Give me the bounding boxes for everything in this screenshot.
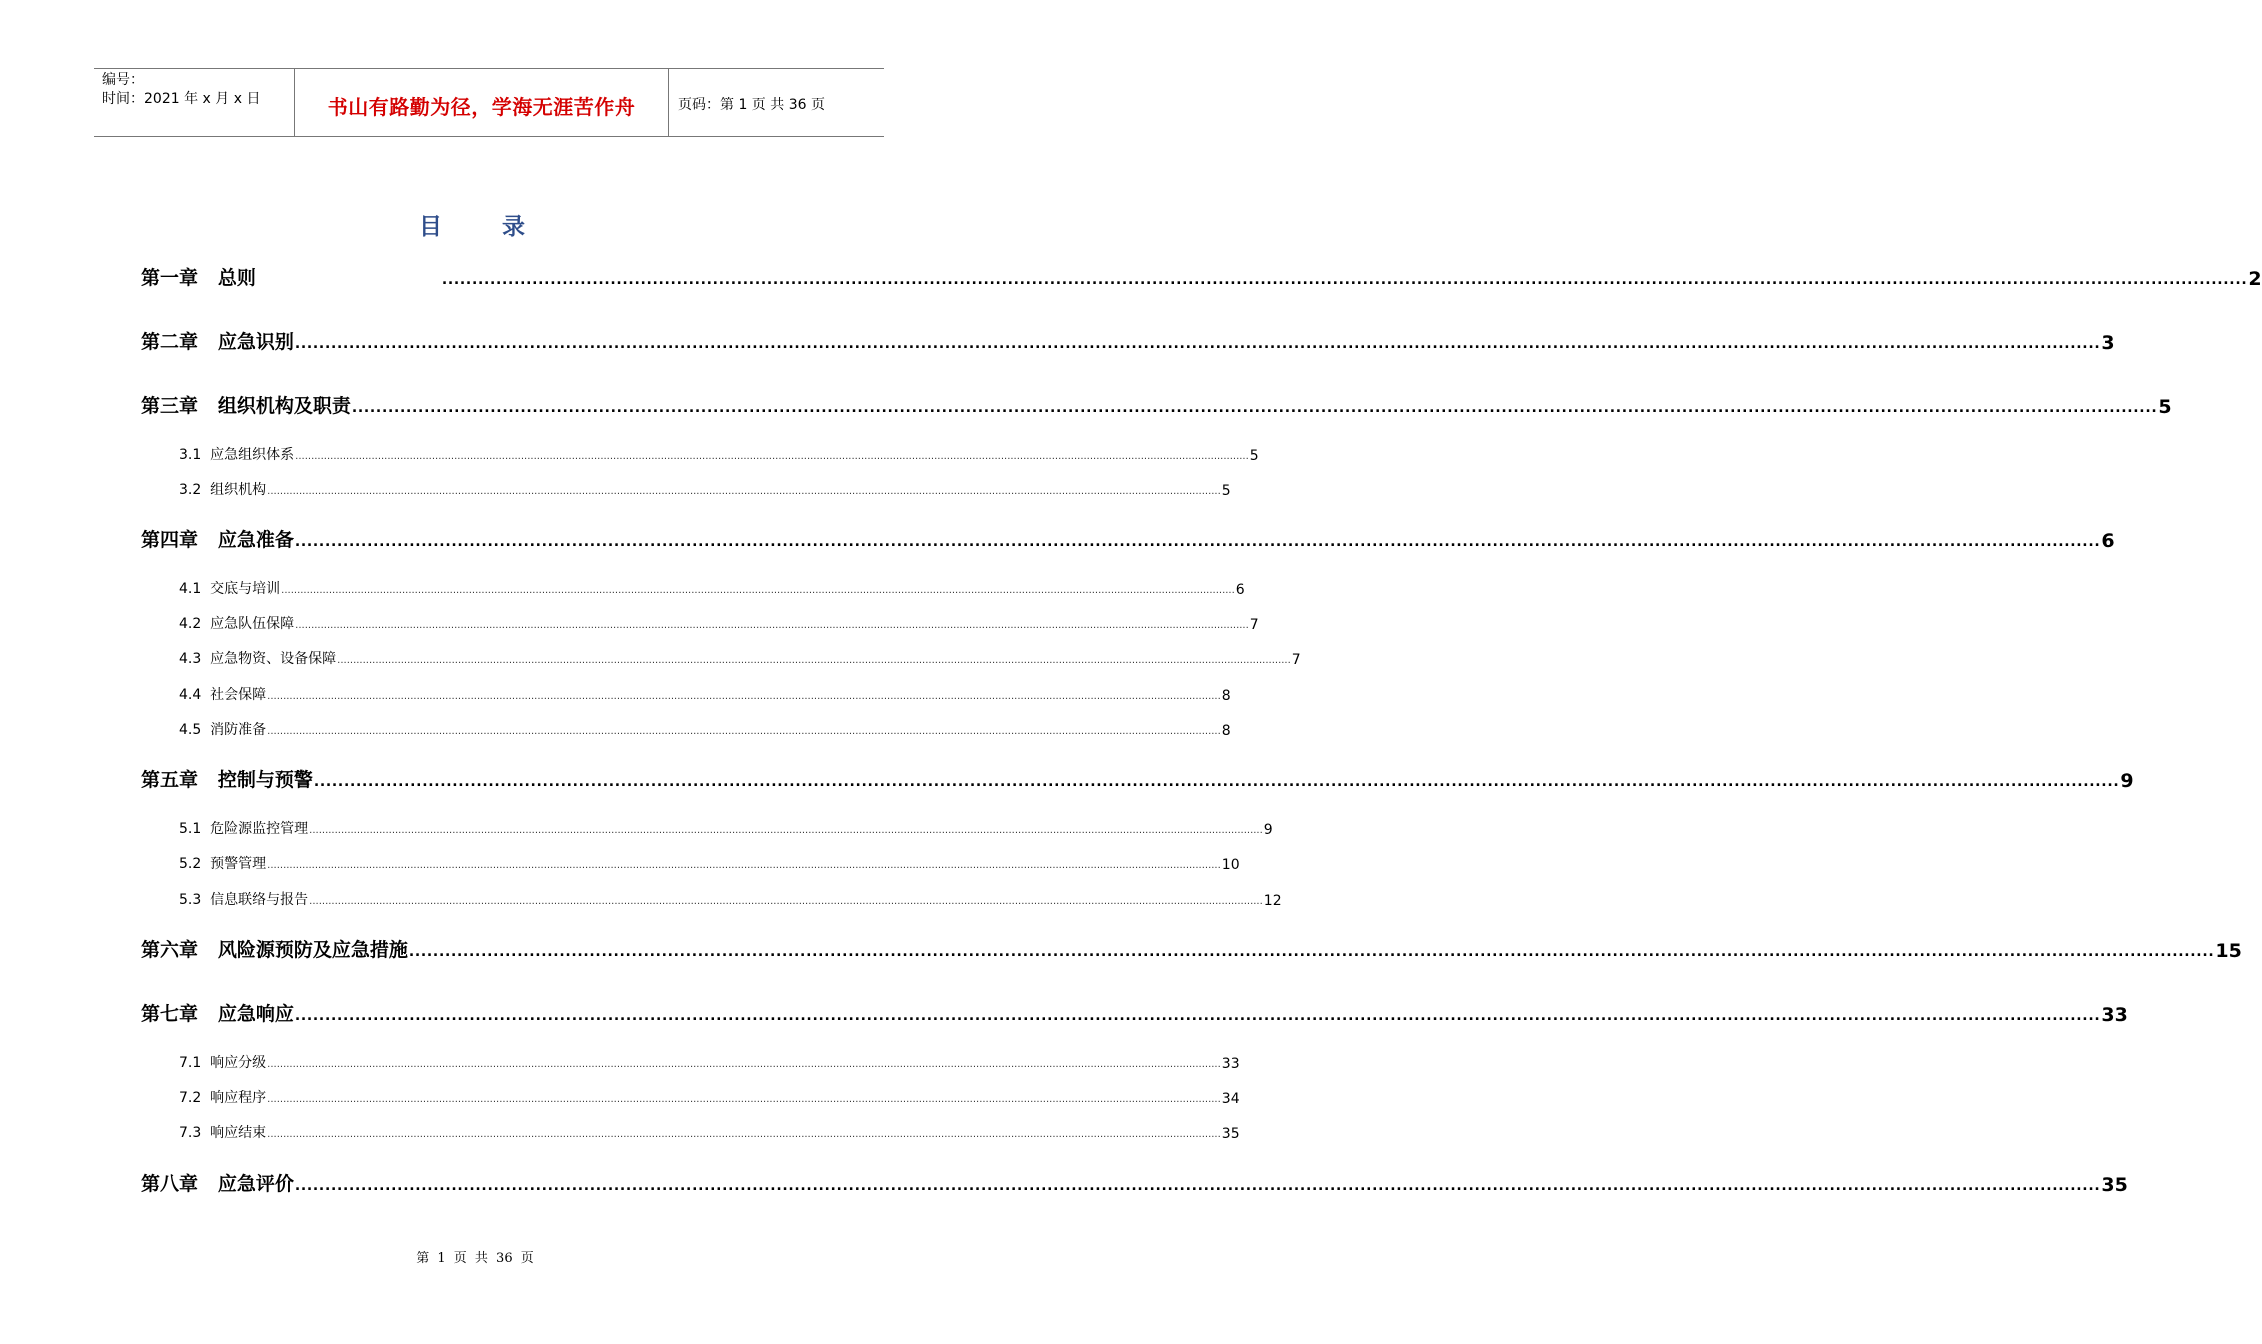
toc-leader-dots: ............................................................................................................................................................................................................................................................................................................ — [309, 825, 1263, 836]
toc-leader-dots: ............................................................................................................................................................................................................................................................................................................ — [309, 896, 1263, 907]
toc-entry-section-5-1[interactable] — [179, 820, 1273, 838]
toc-leader-dots: ............................................................................................................................................................................................................................................................................................................ — [294, 1178, 2101, 1194]
toc-entry-page: 35 — [1221, 1126, 1240, 1142]
document-number-label: 编号： — [102, 72, 144, 88]
toc-entry-section-3-1[interactable] — [179, 446, 1259, 464]
toc-entry-text: 第一章 总则 — [141, 267, 256, 289]
toc-entry-text: 7.1 响应分级 — [179, 1055, 267, 1071]
toc-entry-page: 5 — [1221, 483, 1231, 499]
toc-entry-chapter-3[interactable] — [141, 392, 2172, 418]
toc-entry-page: 34 — [1221, 1091, 1240, 1107]
toc-entry-text: 4.4 社会保障 — [179, 687, 267, 703]
header-motto: 书山有路勤为径，学海无涯苦作舟 — [327, 95, 636, 119]
toc-entry-text: 4.5 消防准备 — [179, 722, 267, 738]
toc-entry-text: 3.2 组织机构 — [179, 482, 267, 498]
toc-entry-text: 4.3 应急物资、设备保障 — [179, 651, 337, 667]
toc-entry-page: 6 — [2101, 530, 2115, 552]
header-meta-cell — [94, 69, 294, 136]
toc-leader-dots: ............................................................................................................................................................................................................................................................................................................ — [295, 451, 1249, 462]
toc-entry-text: 第二章 应急识别 — [141, 331, 294, 353]
toc-entry-chapter-7[interactable] — [141, 1000, 2128, 1026]
toc-entry-text: 第八章 应急评价 — [141, 1173, 294, 1195]
toc-entry-text: 4.2 应急队伍保障 — [179, 616, 295, 632]
header-page-info: 页码：第 1 页 共 36 页 — [678, 97, 825, 113]
toc-leader-dots: ............................................................................................................................................................................................................................................................................................................ — [313, 774, 2120, 790]
toc-entry-chapter-2[interactable] — [141, 328, 2115, 354]
toc-leader-dots: ............................................................................................................................................................................................................................................................................................................ — [408, 944, 2215, 960]
toc-entry-text: 第五章 控制与预警 — [141, 769, 313, 791]
toc-leader-dots: ............................................................................................................................................................................................................................................................................................................ — [267, 691, 1221, 702]
toc-leader-dots: ............................................................................................................................................................................................................................................................................................................ — [267, 860, 1221, 871]
toc-entry-text: 7.3 响应结束 — [179, 1125, 267, 1141]
toc-leader-dots: ............................................................................................................................................................................................................................................................................................................ — [267, 1094, 1221, 1105]
toc-entry-chapter-5[interactable] — [141, 766, 2134, 792]
document-time-label: 时间：2021 年 x 月 x 日 — [102, 91, 261, 107]
toc-entry-section-4-3[interactable] — [179, 650, 1301, 668]
toc-leader-dots: ............................................................................................................................................................................................................................................................................................................ — [267, 1059, 1221, 1070]
toc-entry-text: 4.1 交底与培训 — [179, 581, 281, 597]
toc-entry-page: 9 — [1263, 822, 1273, 838]
toc-entry-page: 7 — [1291, 652, 1301, 668]
toc-entry-text: 第七章 应急响应 — [141, 1003, 294, 1025]
toc-title: 目 录 — [418, 213, 551, 240]
toc-leader-dots: ............................................................................................................................................................................................................................................................................................................ — [351, 400, 2158, 416]
document-header — [94, 68, 884, 137]
toc-entry-page: 12 — [1263, 893, 1282, 909]
toc-entry-chapter-6[interactable] — [141, 936, 2242, 962]
toc-entry-text: 5.3 信息联络与报告 — [179, 892, 309, 908]
header-motto-cell — [294, 69, 669, 136]
toc-entry-page: 9 — [2120, 770, 2134, 792]
toc-entry-section-4-4[interactable] — [179, 686, 1231, 704]
toc-entry-section-7-1[interactable] — [179, 1054, 1240, 1072]
toc-entry-section-7-2[interactable] — [179, 1089, 1240, 1107]
toc-entry-page: 8 — [1221, 723, 1231, 739]
toc-entry-section-3-2[interactable] — [179, 481, 1231, 499]
toc-entry-text: 第三章 组织机构及职责 — [141, 395, 351, 417]
toc-entry-page: 7 — [1249, 617, 1259, 633]
toc-leader-dots: ............................................................................................................................................................................................................................................................................................................ — [441, 272, 2248, 288]
toc-leader-dots: ............................................................................................................................................................................................................................................................................................................ — [294, 534, 2101, 550]
toc-leader-dots: ............................................................................................................................................................................................................................................................................................................ — [295, 620, 1249, 631]
toc-leader-dots: ............................................................................................................................................................................................................................................................................................................ — [294, 336, 2101, 352]
toc-entry-page: 8 — [1221, 688, 1231, 704]
toc-entry-chapter-4[interactable] — [141, 526, 2115, 552]
toc-leader-dots: ............................................................................................................................................................................................................................................................................................................ — [337, 655, 1291, 666]
toc-entry-page: 3 — [2101, 332, 2115, 354]
toc-entry-chapter-1[interactable] — [141, 264, 2262, 290]
toc-entry-text: 5.1 危险源监控管理 — [179, 821, 309, 837]
toc-entry-text: 5.2 预警管理 — [179, 856, 267, 872]
toc-entry-text: 3.1 应急组织体系 — [179, 447, 295, 463]
toc-entry-chapter-8[interactable] — [141, 1170, 2128, 1196]
header-page-cell — [668, 69, 884, 136]
toc-entry-section-4-1[interactable] — [179, 580, 1245, 598]
toc-entry-text: 第六章 风险源预防及应急措施 — [141, 939, 408, 961]
toc-entry-page: 35 — [2101, 1174, 2128, 1196]
toc-entry-page: 2 — [2248, 268, 2262, 290]
toc-entry-text: 第四章 应急准备 — [141, 529, 294, 551]
toc-entry-page: 6 — [1235, 582, 1245, 598]
toc-entry-page: 5 — [1249, 448, 1259, 464]
toc-leader-dots: ............................................................................................................................................................................................................................................................................................................ — [281, 585, 1235, 596]
toc-leader-dots: ............................................................................................................................................................................................................................................................................................................ — [267, 726, 1221, 737]
toc-entry-page: 33 — [1221, 1056, 1240, 1072]
toc-entry-page: 10 — [1221, 857, 1240, 873]
toc-leader-dots: ............................................................................................................................................................................................................................................................................................................ — [267, 1129, 1221, 1140]
toc-entry-section-5-2[interactable] — [179, 855, 1240, 873]
toc-entry-section-4-2[interactable] — [179, 615, 1259, 633]
toc-entry-text: 7.2 响应程序 — [179, 1090, 267, 1106]
page-footer: 第 1 页 共 36 页 — [416, 1251, 534, 1266]
toc-entry-section-7-3[interactable] — [179, 1124, 1240, 1142]
toc-entry-page: 33 — [2101, 1004, 2128, 1026]
toc-leader-dots: ............................................................................................................................................................................................................................................................................................................ — [294, 1008, 2101, 1024]
toc-entry-page: 5 — [2158, 396, 2172, 418]
toc-entry-section-4-5[interactable] — [179, 721, 1231, 739]
toc-entry-section-5-3[interactable] — [179, 891, 1282, 909]
toc-leader-dots: ............................................................................................................................................................................................................................................................................................................ — [267, 486, 1221, 497]
toc-entry-page: 15 — [2215, 940, 2242, 962]
